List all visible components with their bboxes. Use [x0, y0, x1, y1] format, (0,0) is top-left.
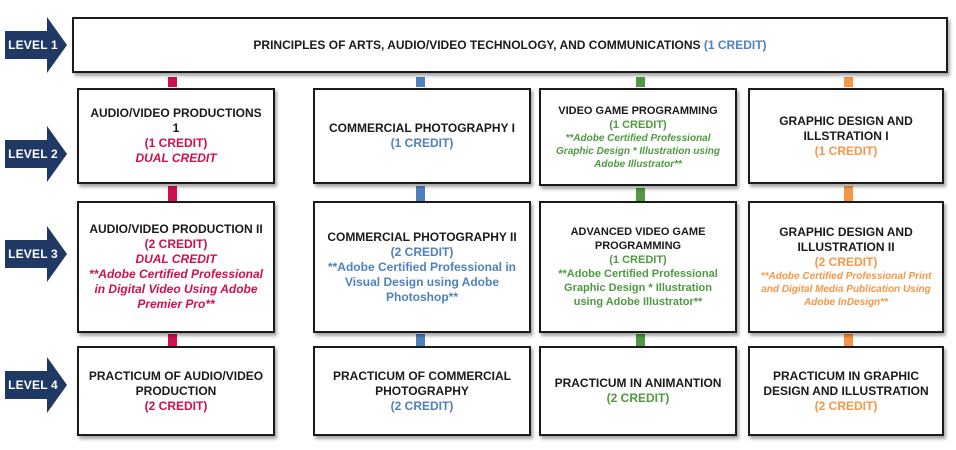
- course-credit: (2 CREDIT): [390, 398, 454, 413]
- connector-orange-2: [844, 186, 853, 201]
- course-credit: (2 CREDIT): [814, 255, 878, 269]
- course-box-practicum-animation: [539, 346, 737, 436]
- course-box-commercial-photography-2: [313, 201, 531, 333]
- course-title: PRACTICUM OF AUDIO/VIDEO PRODUCTION: [88, 368, 264, 398]
- course-box-practicum-commercial-photography: [313, 346, 531, 436]
- course-note: DUAL CREDIT: [135, 151, 217, 165]
- course-credit: (1 CREDIT): [814, 143, 878, 158]
- course-note: **Adobe Certified Professional Graphic Design * Illustration using Adobe Illustrator**: [558, 268, 718, 308]
- course-box-commercial-photography-1: [313, 88, 531, 184]
- connector-orange-1: [844, 77, 853, 87]
- course-title: ADVANCED VIDEO GAME PROGRAMMING: [570, 226, 706, 252]
- course-title: AUDIO/VIDEO PRODUCTION II: [89, 222, 263, 236]
- course-note: **Adobe Certified Professional in Visual Design using Adobe Photoshop**: [327, 259, 517, 304]
- course-credit: (1 CREDIT): [609, 254, 667, 266]
- level-1-title: PRINCIPLES OF ARTS, AUDIO/VIDEO TECHNOLOGY, AND COMMUNICATIONS: [253, 37, 701, 52]
- course-note: **Adobe Certified Professional in Digital Video Using Adobe Premier Pro**: [88, 267, 264, 311]
- connector-blue-3: [416, 334, 425, 346]
- level-3-arrow: [5, 226, 67, 282]
- connector-green-3: [636, 334, 645, 346]
- course-note: **Adobe Certified Professional Print and Digital Media Publication Using Adobe InDesign**: [760, 271, 932, 308]
- level-1-course-box: [72, 17, 948, 73]
- course-box-practicum-graphic-design: [748, 346, 944, 436]
- course-title: COMMERCIAL PHOTOGRAPHY I: [328, 121, 516, 135]
- course-box-av-production-2: [77, 201, 275, 333]
- course-title: PRACTICUM IN GRAPHIC DESIGN AND ILLUSTRATION: [763, 368, 929, 398]
- course-credit: (1 CREDIT): [390, 136, 454, 150]
- course-title: PRACTICUM IN ANIMANTION: [554, 376, 722, 390]
- course-note: **Adobe Certified Professional Graphic Design * Illustration using Adobe Illustrator**: [556, 132, 720, 170]
- connector-orange-3: [844, 334, 853, 346]
- connector-red-2: [168, 186, 177, 201]
- course-box-advanced-video-game-programming: [539, 201, 737, 333]
- course-box-graphic-design-1: [748, 88, 944, 184]
- course-box-graphic-design-2: [748, 201, 944, 333]
- course-credit: (1 CREDIT): [609, 118, 667, 131]
- level-1-title-line: [253, 38, 766, 53]
- course-credit: (2 CREDIT): [814, 398, 878, 413]
- course-title: AUDIO/VIDEO PRODUCTIONS 1: [90, 106, 262, 135]
- course-title: PRACTICUM OF COMMERCIAL PHOTOGRAPHY: [333, 368, 511, 398]
- connector-green-1: [636, 77, 645, 87]
- level-2-arrow: [5, 126, 67, 182]
- connector-blue-2: [416, 186, 425, 201]
- course-credit: (2 CREDIT): [144, 398, 208, 413]
- level-2-label: LEVEL 2: [8, 147, 58, 161]
- course-box-practicum-av-production: [77, 346, 275, 436]
- course-title: GRAPHIC DESIGN AND ILLSTRATION I: [779, 113, 913, 143]
- course-title: GRAPHIC DESIGN AND ILLUSTRATION II: [779, 225, 913, 254]
- level-1-arrow: [5, 17, 67, 73]
- connector-blue-1: [416, 77, 425, 87]
- course-dual-credit: DUAL CREDIT: [135, 252, 217, 266]
- course-box-av-productions-1: [77, 88, 275, 184]
- course-box-video-game-programming: [539, 88, 737, 186]
- level-4-arrow: [5, 357, 67, 413]
- level-1-label: LEVEL 1: [8, 38, 58, 52]
- level-3-label: LEVEL 3: [8, 247, 58, 261]
- connector-red-1: [168, 77, 177, 87]
- course-credit: (2 CREDIT): [144, 237, 208, 251]
- course-credit: (2 CREDIT): [606, 391, 670, 405]
- connector-red-3: [168, 334, 177, 346]
- level-1-credit: (1 CREDIT): [703, 37, 767, 52]
- course-title: VIDEO GAME PROGRAMMING: [558, 104, 718, 117]
- course-credit: (2 CREDIT): [390, 244, 454, 259]
- connector-green-2: [636, 188, 645, 201]
- course-title: COMMERCIAL PHOTOGRAPHY II: [327, 229, 517, 244]
- course-credit: (1 CREDIT): [144, 136, 208, 150]
- level-4-label: LEVEL 4: [8, 378, 58, 392]
